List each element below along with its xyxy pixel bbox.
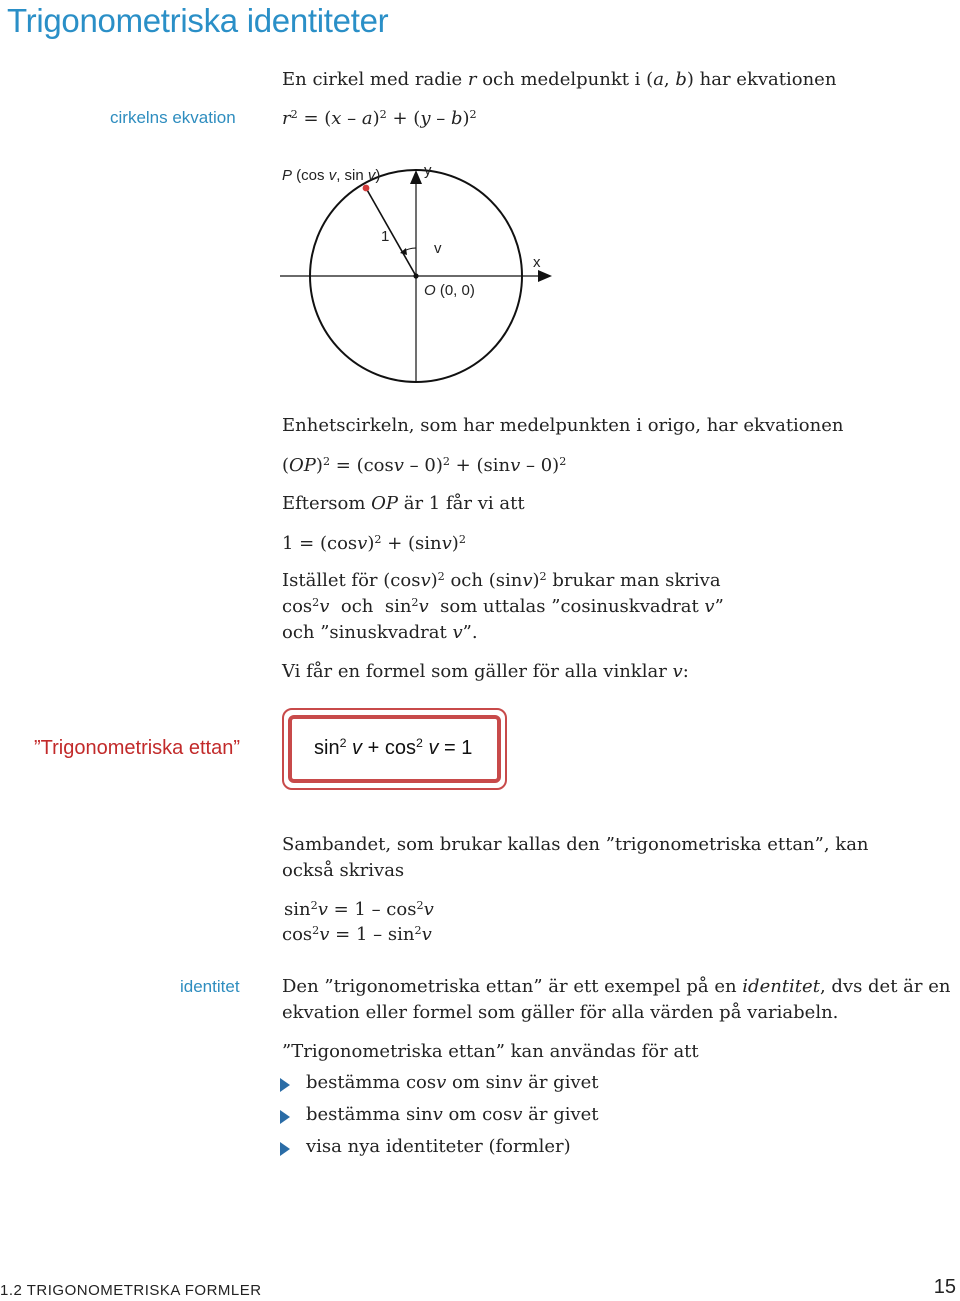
op-equation: (OP)$^2$ = (cosv – 0)$^2$ + (sinv – 0)$^2$ bbox=[282, 454, 567, 476]
notation-text-2: $\cos^2v$ och $\sin^2v$ som uttalas ”cosinuskvadrat v” bbox=[282, 595, 724, 617]
list-item bbox=[280, 1070, 599, 1102]
y-axis-label: y bbox=[424, 162, 432, 179]
list-item bbox=[280, 1102, 599, 1134]
footer-section-title: 1.2 TRIGONOMETRISKA FORMLER bbox=[0, 1282, 262, 1299]
relation-text-2: också skrivas bbox=[282, 860, 405, 881]
unit-equation: $1 = (\cos v)^2 + (\sin v)^2$ bbox=[282, 532, 466, 554]
circle-intro-text: En cirkel med radie r och medelpunkt i (a, b) har ekvationen bbox=[282, 69, 837, 90]
margin-label-circle-equation: cirkelns ekvation bbox=[110, 108, 236, 127]
list-item bbox=[280, 1134, 599, 1166]
origin-label: O (0, 0) bbox=[424, 282, 475, 299]
angle-label: v bbox=[434, 240, 442, 257]
origin-point bbox=[413, 273, 418, 278]
notation-text-3: och ”sinuskvadrat v”. bbox=[282, 622, 478, 643]
uses-intro-text: ”Trigonometriska ettan” kan användas för att bbox=[282, 1041, 699, 1062]
sin-squared-equation: $\sin^2v = 1 - \cos^2v$ bbox=[284, 898, 434, 920]
cos-squared-equation: $\cos^2v = 1 - \sin^2v$ bbox=[282, 923, 432, 945]
notation-text-1: Istället för $(\cos v)^2$ och $(\sin v)^2$ brukar man skriva bbox=[282, 569, 721, 591]
identity-text-2: ekvation eller formel som gäller för alla värden på variabeln. bbox=[282, 1002, 839, 1023]
x-axis-arrow bbox=[538, 270, 552, 282]
page-number: 15 bbox=[933, 1276, 956, 1298]
unit-circle-text: Enhetscirkeln, som har medelpunkten i origo, har ekvationen bbox=[282, 415, 844, 436]
page-title: Trigonometriska identiteter bbox=[7, 2, 389, 39]
point-p-label: P (cos v, sin v) bbox=[282, 167, 381, 184]
trig-one-label: ”Trigonometriska ettan” bbox=[34, 737, 240, 759]
op-is-one-text: Eftersom OP är 1 får vi att bbox=[282, 493, 525, 514]
bullet-icon bbox=[280, 1142, 290, 1156]
uses-list bbox=[280, 1070, 599, 1166]
unit-circle-diagram bbox=[270, 150, 570, 390]
relation-text-1: Sambandet, som brukar kallas den ”trigonometriska ettan”, kan bbox=[282, 834, 869, 855]
radius-label: 1 bbox=[381, 228, 390, 245]
formula-box bbox=[282, 708, 507, 790]
radius-line bbox=[366, 188, 416, 276]
bullet-icon bbox=[280, 1110, 290, 1124]
circle-equation: $r^2 = (x - a)^2 + (y - b)^2$ bbox=[282, 107, 477, 129]
formula-box-inner bbox=[288, 715, 501, 783]
all-angles-text: Vi får en formel som gäller för alla vinklar v: bbox=[282, 661, 689, 682]
x-axis-label: x bbox=[533, 254, 541, 271]
bullet-icon bbox=[280, 1078, 290, 1092]
y-axis-arrow bbox=[410, 170, 422, 184]
list-item-text: bestämma sinv om cosv är givet bbox=[306, 1104, 599, 1125]
point-p bbox=[363, 185, 370, 192]
list-item-text: bestämma cosv om sinv är givet bbox=[306, 1072, 599, 1093]
margin-label-identity: identitet bbox=[180, 977, 240, 996]
identity-text-1: Den ”trigonometriska ettan” är ett exempel på en identitet, dvs det är en bbox=[282, 976, 951, 997]
pythagorean-identity: $\sin^2 v + \cos^2 v = 1$ bbox=[314, 736, 473, 759]
list-item-text: visa nya identiteter (formler) bbox=[306, 1136, 571, 1157]
unit-circle-svg bbox=[270, 150, 570, 390]
